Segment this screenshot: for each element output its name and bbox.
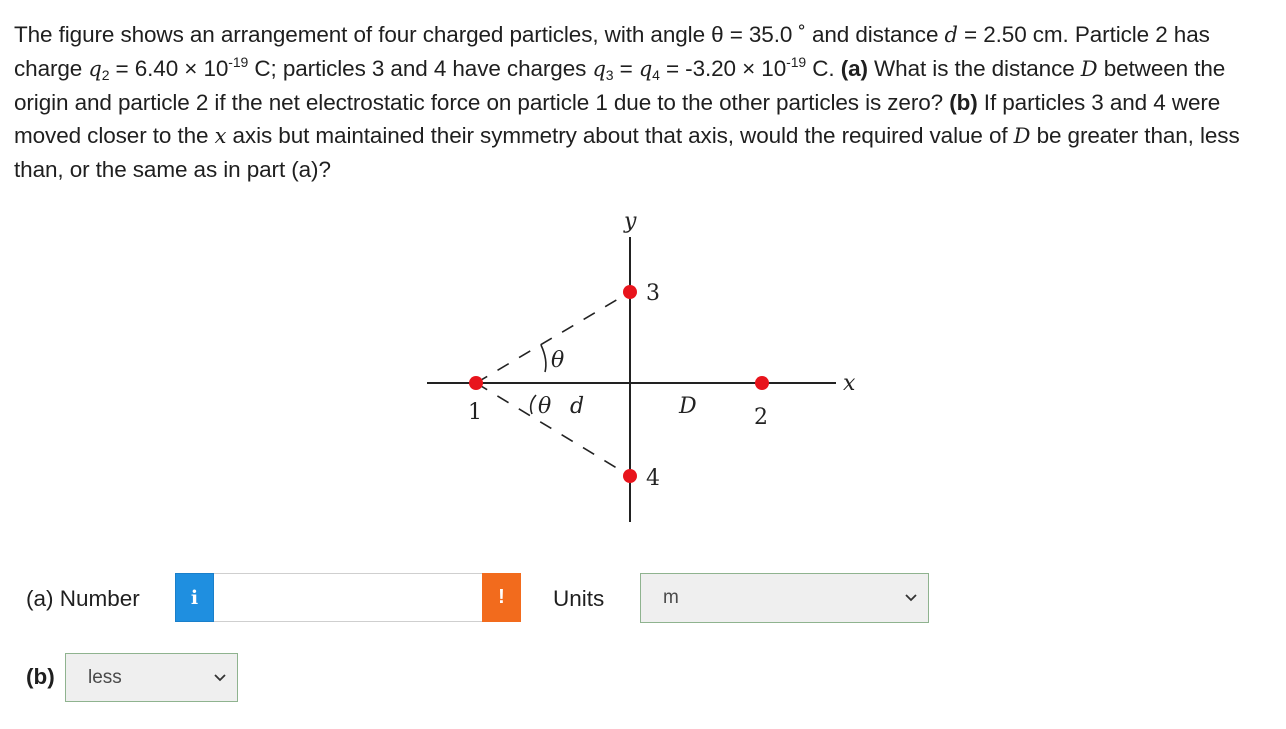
number-input[interactable] [214, 573, 482, 622]
theta-label-top: θ [551, 348, 565, 373]
dashed-line-1-to-4 [476, 383, 630, 476]
distance-d-label: d [570, 394, 585, 419]
part-b-selected-value: less [88, 666, 122, 688]
particle-4 [623, 469, 637, 483]
particle-1-label: 1 [468, 400, 482, 425]
chevron-down-icon [904, 593, 918, 603]
warning-icon[interactable]: ! [482, 573, 521, 622]
theta-arc-top [541, 345, 546, 372]
theta-label-bottom: θ [538, 394, 552, 419]
particle-4-label: 4 [646, 466, 660, 491]
chevron-down-icon [213, 673, 227, 683]
x-axis-label: x [843, 371, 856, 396]
info-icon[interactable]: i [175, 573, 214, 622]
y-axis-label: y [624, 209, 637, 234]
part-a-label: (a) Number [26, 586, 140, 611]
particle-2 [755, 376, 769, 390]
part-b-select[interactable] [65, 653, 238, 702]
particle-2-label: 2 [754, 405, 768, 430]
part-b-label: (b) [26, 664, 55, 689]
particle-1 [469, 376, 483, 390]
theta-arc-bottom [531, 395, 536, 414]
units-selected-value: m [663, 587, 679, 608]
particle-3 [623, 285, 637, 299]
units-select[interactable] [640, 573, 929, 623]
problem-statement: The figure shows an arrangement of four charged particles, with angle θ = 35.0 ˚ and distance d = 2.50 cm. Particle 2 has charge $q_2 = 6.40 \times 10^{-19}$ C; particles 3 and 4 have charges $q_3 = q_4 = -3.20 \times 10^{-19}$ C. (a) What is the distance D between the origin and particle 2 if the net electrostatic force on particle 1 due to the other particles is zero? (b) If particles 3 and 4 were moved closer to the x axis but maintained their symmetry about that axis, would the required value of D be greater than, less than, or the same as in part (a)? [14, 22, 1240, 182]
particle-3-label: 3 [646, 281, 660, 306]
distance-D-label: D [679, 394, 697, 419]
units-label: Units [553, 586, 605, 611]
